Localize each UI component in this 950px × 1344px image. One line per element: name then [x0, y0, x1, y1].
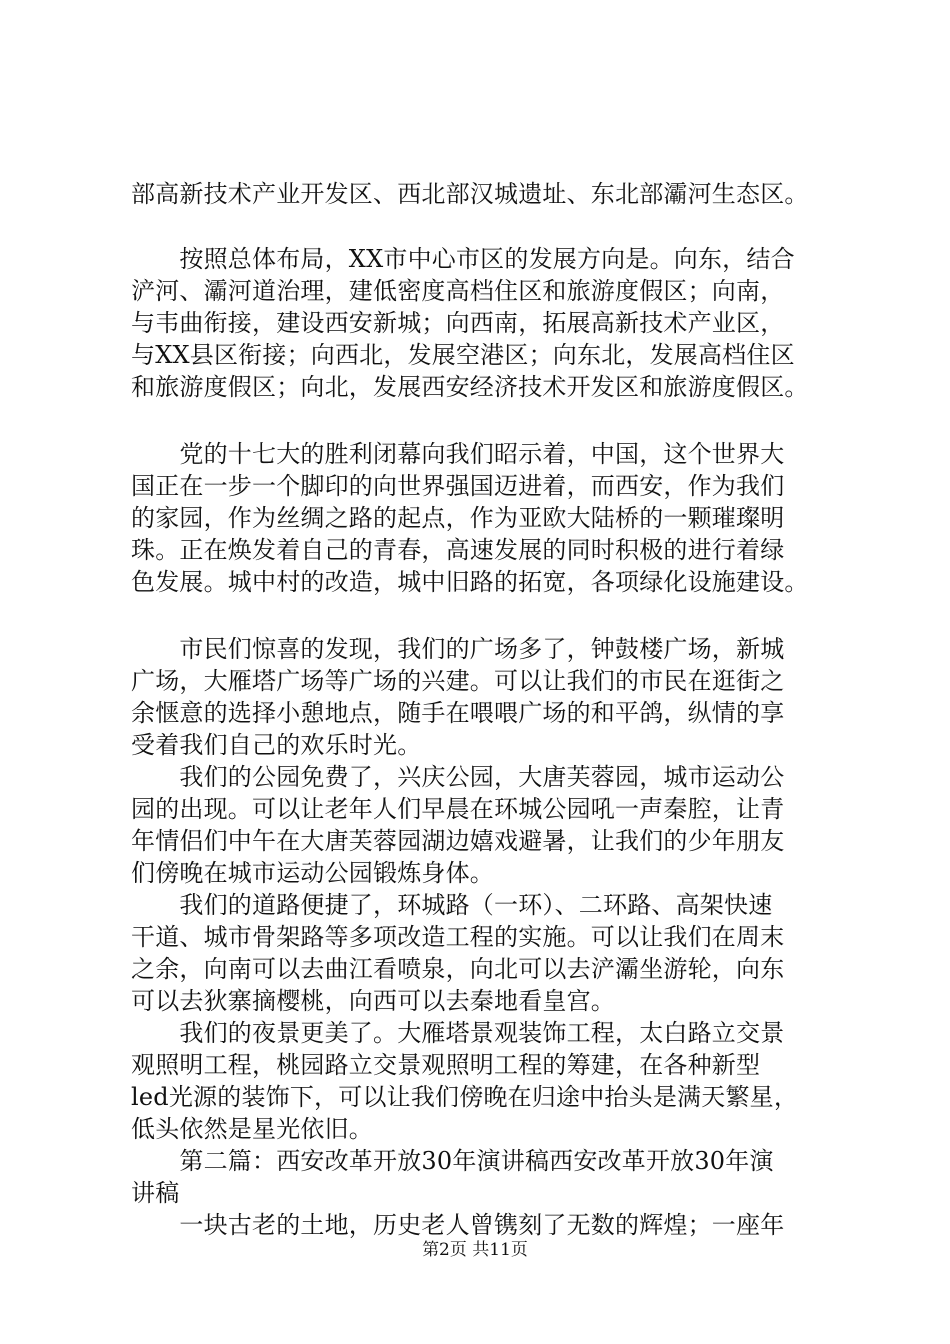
section-heading-line: 讲稿 [131, 1179, 180, 1207]
text-line: 年情侣们中午在大唐芙蓉园湖边嬉戏避暑，让我们的少年朋友 [131, 827, 785, 855]
text-line: 市民们惊喜的发现，我们的广场多了，钟鼓楼广场，新城 [131, 635, 785, 663]
text-line: 园的出现。可以让老年人们早晨在环城公园吼一声秦腔，让青 [131, 795, 785, 823]
text-line: 受着我们自己的欢乐时光。 [131, 731, 422, 759]
paragraph-3 [131, 438, 851, 598]
paragraph-4 [131, 633, 851, 1241]
text-line: 与韦曲衔接，建设西安新城；向西南，拓展高新技术产业区， [131, 309, 785, 337]
text-line: 部高新技术产业开发区、西北部汉城遗址、东北部灞河生态区。 [131, 180, 809, 208]
text-line: 珠。正在焕发着自己的青春，高速发展的同时积极的进行着绿 [131, 536, 785, 564]
text-line: 们傍晚在城市运动公园锻炼身体。 [131, 859, 494, 887]
text-line: 党的十七大的胜利闭幕向我们昭示着，中国，这个世界大 [131, 440, 785, 468]
text-line: 广场，大雁塔广场等广场的兴建。可以让我们的市民在逛街之 [131, 667, 785, 695]
paragraph-1 [131, 178, 851, 210]
text-line: 我们的公园免费了，兴庆公园，大唐芙蓉园，城市运动公 [131, 763, 785, 791]
text-line: 色发展。城中村的改造，城中旧路的拓宽，各项绿化设施建设。 [131, 568, 809, 596]
text-line: led光源的装饰下，可以让我们傍晚在归途中抬头是满天繁星， [131, 1083, 799, 1111]
text-line: 按照总体布局，XX市中心市区的发展方向是。向东，结合 [131, 245, 795, 273]
text-line: 可以去狄寨摘樱桃，向西可以去秦地看皇宫。 [131, 987, 615, 1015]
text-line: 干道、城市骨架路等多项改造工程的实施。可以让我们在周末 [131, 923, 785, 951]
page-number-footer: 第2页 共11页 [422, 1240, 528, 1260]
text-line: 我们的道路便捷了，环城路（一环）、二环路、高架快速 [131, 891, 773, 919]
text-line: 的家园，作为丝绸之路的起点，作为亚欧大陆桥的一颗璀璨明 [131, 504, 785, 532]
text-line: 一块古老的土地，历史老人曾镌刻了无数的辉煌；一座年 [131, 1211, 785, 1239]
text-line: 国正在一步一个脚印的向世界强国迈进着，而西安，作为我们 [131, 472, 785, 500]
text-line: 与XX县区衔接；向西北，发展空港区；向东北，发展高档住区 [131, 341, 795, 369]
text-line: 观照明工程，桃园路立交景观照明工程的筹建，在各种新型 [131, 1051, 761, 1079]
text-line: 低头依然是星光依旧。 [131, 1115, 373, 1143]
text-line: 余惬意的选择小憩地点，随手在喂喂广场的和平鸽，纵情的享 [131, 699, 785, 727]
text-line: 和旅游度假区；向北，发展西安经济技术开发区和旅游度假区。 [131, 373, 809, 401]
text-line: 之余，向南可以去曲江看喷泉，向北可以去浐灞坐游轮，向东 [131, 955, 785, 983]
paragraph-2 [131, 243, 851, 403]
section-heading-line: 第二篇：西安改革开放30年演讲稿西安改革开放30年演 [131, 1147, 774, 1175]
text-line: 浐河、灞河道治理，建低密度高档住区和旅游度假区；向南， [131, 277, 785, 305]
text-line: 我们的夜景更美了。大雁塔景观装饰工程，太白路立交景 [131, 1019, 785, 1047]
